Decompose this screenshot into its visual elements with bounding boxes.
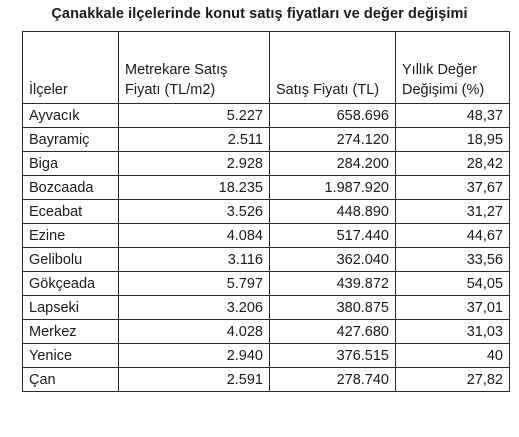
sale-price-cell: 517.440 (270, 224, 396, 248)
column-header-yearly-change: Yıllık Değer Değişimi (%) (396, 32, 510, 104)
m2-price-cell: 18.235 (119, 176, 270, 200)
table-row (23, 152, 510, 176)
column-header-m2-price: Metrekare Satış Fiyatı (TL/m2) (119, 32, 270, 104)
sale-price-cell: 274.120 (270, 128, 396, 152)
m2-price-cell: 4.028 (119, 320, 270, 344)
sale-price-cell: 448.890 (270, 200, 396, 224)
district-cell: Ayvacık (23, 104, 119, 128)
table-row (23, 368, 510, 392)
sale-price-cell: 658.696 (270, 104, 396, 128)
district-cell: Lapseki (23, 296, 119, 320)
m2-price-cell: 5.797 (119, 272, 270, 296)
table-row (23, 344, 510, 368)
sale-price-cell: 284.200 (270, 152, 396, 176)
table-title: Çanakkale ilçelerinde konut satış fiyatları ve değer değişimi (51, 6, 468, 22)
m2-price-cell: 2.940 (119, 344, 270, 368)
table-row (23, 224, 510, 248)
table-row (23, 272, 510, 296)
m2-price-cell: 5.227 (119, 104, 270, 128)
table-row (23, 128, 510, 152)
header-row (23, 32, 510, 104)
m2-price-cell: 4.084 (119, 224, 270, 248)
district-cell: Bozcaada (23, 176, 119, 200)
table-body (23, 104, 510, 392)
district-cell: Ezine (23, 224, 119, 248)
yearly-change-cell: 31,27 (396, 200, 510, 224)
column-header-ilceler: İlçeler (23, 32, 119, 104)
m2-price-cell: 2.591 (119, 368, 270, 392)
yearly-change-cell: 37,01 (396, 296, 510, 320)
district-cell: Gökçeada (23, 272, 119, 296)
table-row (23, 176, 510, 200)
district-cell: Çan (23, 368, 119, 392)
sale-price-cell: 362.040 (270, 248, 396, 272)
price-table (22, 31, 510, 392)
yearly-change-cell: 31,03 (396, 320, 510, 344)
district-cell: Yenice (23, 344, 119, 368)
m2-price-cell: 3.526 (119, 200, 270, 224)
sale-price-cell: 380.875 (270, 296, 396, 320)
yearly-change-cell: 48,37 (396, 104, 510, 128)
district-cell: Merkez (23, 320, 119, 344)
m2-price-cell: 3.116 (119, 248, 270, 272)
sale-price-cell: 427.680 (270, 320, 396, 344)
yearly-change-cell: 27,82 (396, 368, 510, 392)
table-row (23, 320, 510, 344)
district-cell: Bayramiç (23, 128, 119, 152)
yearly-change-cell: 18,95 (396, 128, 510, 152)
yearly-change-cell: 44,67 (396, 224, 510, 248)
m2-price-cell: 2.511 (119, 128, 270, 152)
m2-price-cell: 3.206 (119, 296, 270, 320)
yearly-change-cell: 28,42 (396, 152, 510, 176)
m2-price-cell: 2.928 (119, 152, 270, 176)
district-cell: Gelibolu (23, 248, 119, 272)
yearly-change-cell: 33,56 (396, 248, 510, 272)
sale-price-cell: 1.987.920 (270, 176, 396, 200)
district-cell: Eceabat (23, 200, 119, 224)
table-row (23, 200, 510, 224)
yearly-change-cell: 54,05 (396, 272, 510, 296)
column-header-sale-price: Satış Fiyatı (TL) (270, 32, 396, 104)
sale-price-cell: 278.740 (270, 368, 396, 392)
district-cell: Biga (23, 152, 119, 176)
sale-price-cell: 376.515 (270, 344, 396, 368)
yearly-change-cell: 40 (396, 344, 510, 368)
table-row (23, 248, 510, 272)
table-row (23, 104, 510, 128)
sale-price-cell: 439.872 (270, 272, 396, 296)
table-row (23, 296, 510, 320)
yearly-change-cell: 37,67 (396, 176, 510, 200)
